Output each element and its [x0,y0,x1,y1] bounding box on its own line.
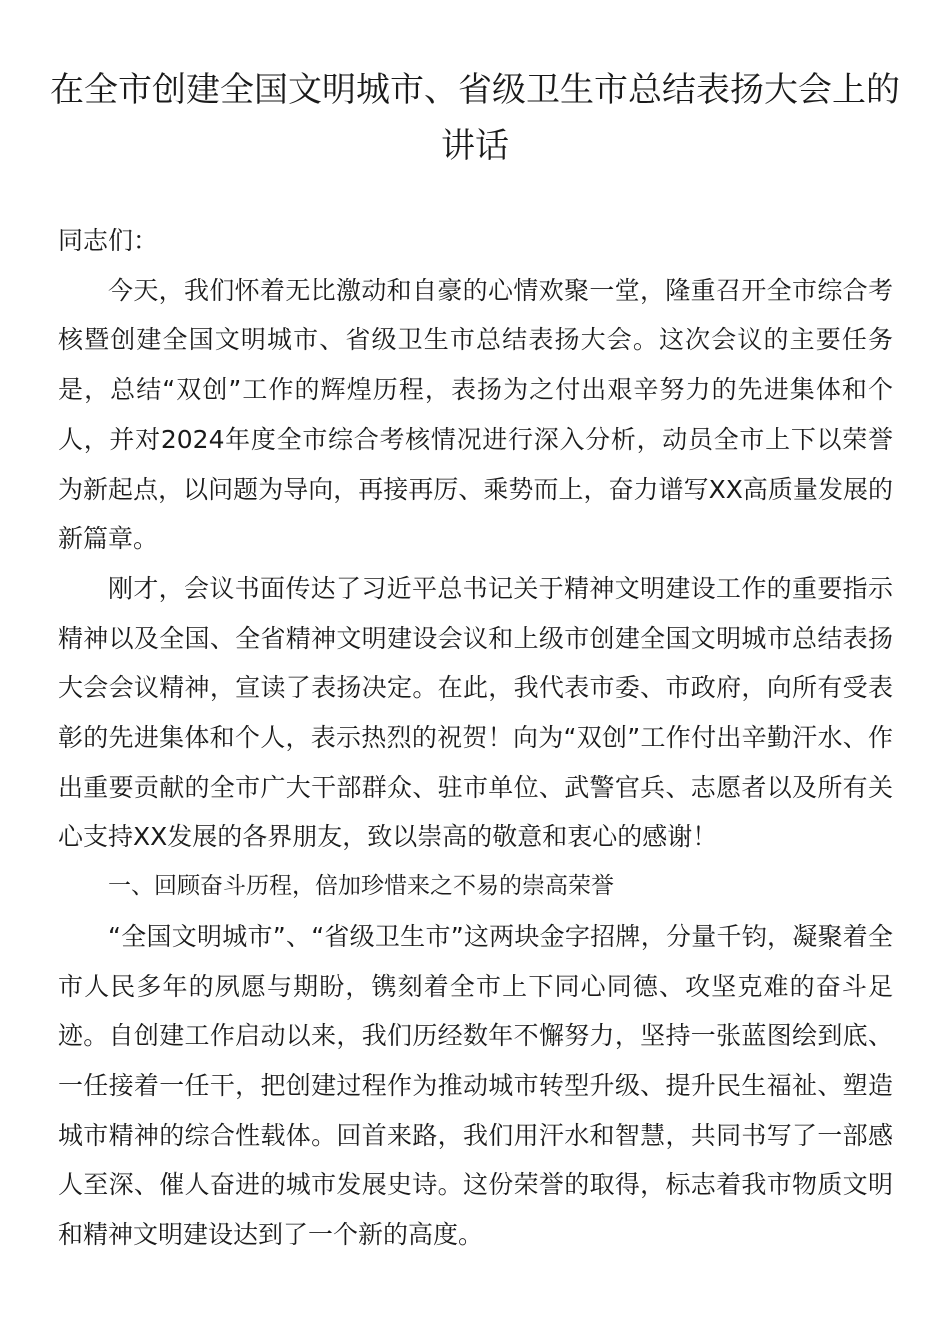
body-paragraph: 刚才，会议书面传达了习近平总书记关于精神文明建设工作的重要指示精神以及全国、全省精神文明建设会议和上级市创建全国文明城市总结表扬大会会议精神，宣读了表扬决定。在此，我代表市委、市政府，向所有受表彰的先进集体和个人，表示热烈的祝贺！向为“双创”工作付出辛勤汗水、作出重要贡献的全市广大干部群众、驻市单位、武警官兵、志愿者以及所有关心支持XX发展的各界朋友，致以崇高的敬意和衷心的感谢！ [58,573,893,852]
section-paragraph: “全国文明城市”、“省级卫生市”这两块金字招牌，分量千钧，凝聚着全市人民多年的夙愿与期盼，镌刻着全市上下同心同德、攻坚克难的奋斗足迹。自创建工作启动以来，我们历经数年不懈努力，坚持一张蓝图绘到底、一任接着一任干，把创建过程作为推动城市转型升级、提升民生福祉、塑造城市精神的综合性载体。回首来路，我们用汗水和智慧，共同书写了一部感人至深、催人奋进的城市发展史诗。这份荣誉的取得，标志着我市物质文明和精神文明建设达到了一个新的高度。 [58,921,893,1250]
salutation: 同志们： [58,226,159,255]
body-paragraph: 今天，我们怀着无比激动和自豪的心情欢聚一堂，隆重召开全市综合考核暨创建全国文明城市、省级卫生市总结表扬大会。这次会议的主要任务是，总结“双创”工作的辉煌历程，表扬为之付出艰辛努力的先进集体和个人，并对2024年度全市综合考核情况进行深入分析，动员全市上下以荣誉为新起点，以问题为导向，再接再厉、乘势而上，奋力谱写XX高质量发展的新篇章。 [58,275,893,554]
document-body [58,216,893,1260]
document-title: 在全市创建全国文明城市、省级卫生市总结表扬大会上的讲话 [50,70,900,166]
section-heading: 一、回顾奋斗历程，倍加珍惜来之不易的崇高荣誉 [108,873,614,900]
